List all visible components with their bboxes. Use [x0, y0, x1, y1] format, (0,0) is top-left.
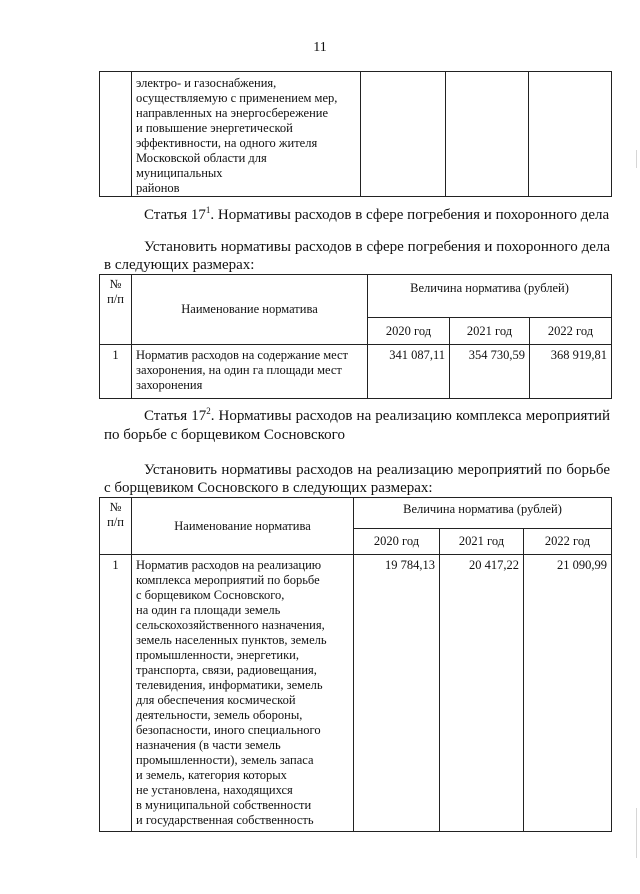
t2-row-2020: 19 784,13: [354, 555, 440, 832]
article-17-2-title: . Нормативы расходов на реализацию комплекса мероприятий по борьбе с борщевиком Сосновского: [104, 408, 610, 443]
cont-cell-2021: [446, 72, 529, 197]
article-17-1-intro: Установить нормативы расходов в сфере погребения и похоронного дела в следующих размерах:: [104, 239, 610, 273]
article-17-1-title: . Нормативы расходов в сфере погребения и похоронного дела: [210, 207, 610, 223]
cont-cell-name: электро- и газоснабжения, осуществляемую с применением мер, направленных на энергосбережение и повышение энергетической эффективности, на одного жителя Московской области для муниципальных районов: [132, 72, 361, 197]
cont-cell-num: [100, 72, 132, 197]
page-number: 11: [313, 40, 327, 55]
t2-header-num: № п/п: [100, 498, 132, 555]
t1-year-2021: 2021 год: [450, 318, 530, 345]
t1-header-value: Величина норматива (рублей): [368, 275, 612, 318]
t1-year-2022: 2022 год: [530, 318, 612, 345]
article-17-2-intro: Установить нормативы расходов на реализацию мероприятий по борьбе с борщевиком Сосновского в следующих размерах:: [104, 462, 610, 496]
t1-row-num: 1: [100, 345, 132, 399]
article-17-1-heading: [104, 205, 610, 225]
cont-cell-2022: [529, 72, 612, 197]
t2-header-name: Наименование норматива: [132, 498, 354, 555]
t2-row-num: 1: [100, 555, 132, 832]
table-row: [100, 345, 612, 399]
t1-row-2021: 354 730,59: [450, 345, 530, 399]
funeral-norms-table: [99, 274, 612, 399]
t1-header-num: № п/п: [100, 275, 132, 345]
t1-row-name: Норматив расходов на содержание мест захоронения, на один га площади мест захоронения: [132, 345, 368, 399]
continued-table: [99, 71, 612, 197]
table-row: [100, 555, 612, 832]
scan-artifact-mark: [636, 150, 637, 168]
t1-year-2020: 2020 год: [368, 318, 450, 345]
article-17-2-prefix: Статья 17: [144, 408, 207, 424]
cont-cell-2020: [361, 72, 446, 197]
t2-row-2021: 20 417,22: [440, 555, 524, 832]
scan-artifact-mark: [636, 808, 637, 858]
article-17-2-heading: [104, 407, 610, 445]
article-17-1-sup: 1: [205, 205, 211, 215]
t2-year-2021: 2021 год: [440, 529, 524, 555]
hogweed-norms-table: [99, 497, 612, 832]
article-17-2-sup: 2: [206, 406, 211, 416]
t2-year-2020: 2020 год: [354, 529, 440, 555]
t2-row-2022: 21 090,99: [524, 555, 612, 832]
article-17-1-prefix: Статья 17: [144, 207, 206, 223]
t1-row-2020: 341 087,11: [368, 345, 450, 399]
t2-row-name: Норматив расходов на реализацию комплекса мероприятий по борьбе с борщевиком Сосновского, на один га площади земель сельскохозяйственного назначения, земель населенных пунктов, земель промышленности, энергетики, транспорта, связи, радиовещания, телевидения, информатики, земель для обеспечения космической деятельности, земель обороны, безопасности, иного специального назначения (в части земель промышленности), земель запаса и земель, категория которых не установлена, находящихся в муниципальной собственности и государственная собственность: [132, 555, 354, 832]
t1-header-name: Наименование норматива: [132, 275, 368, 345]
t1-row-2022: 368 919,81: [530, 345, 612, 399]
t2-year-2022: 2022 год: [524, 529, 612, 555]
t2-header-value: Величина норматива (рублей): [354, 498, 612, 529]
